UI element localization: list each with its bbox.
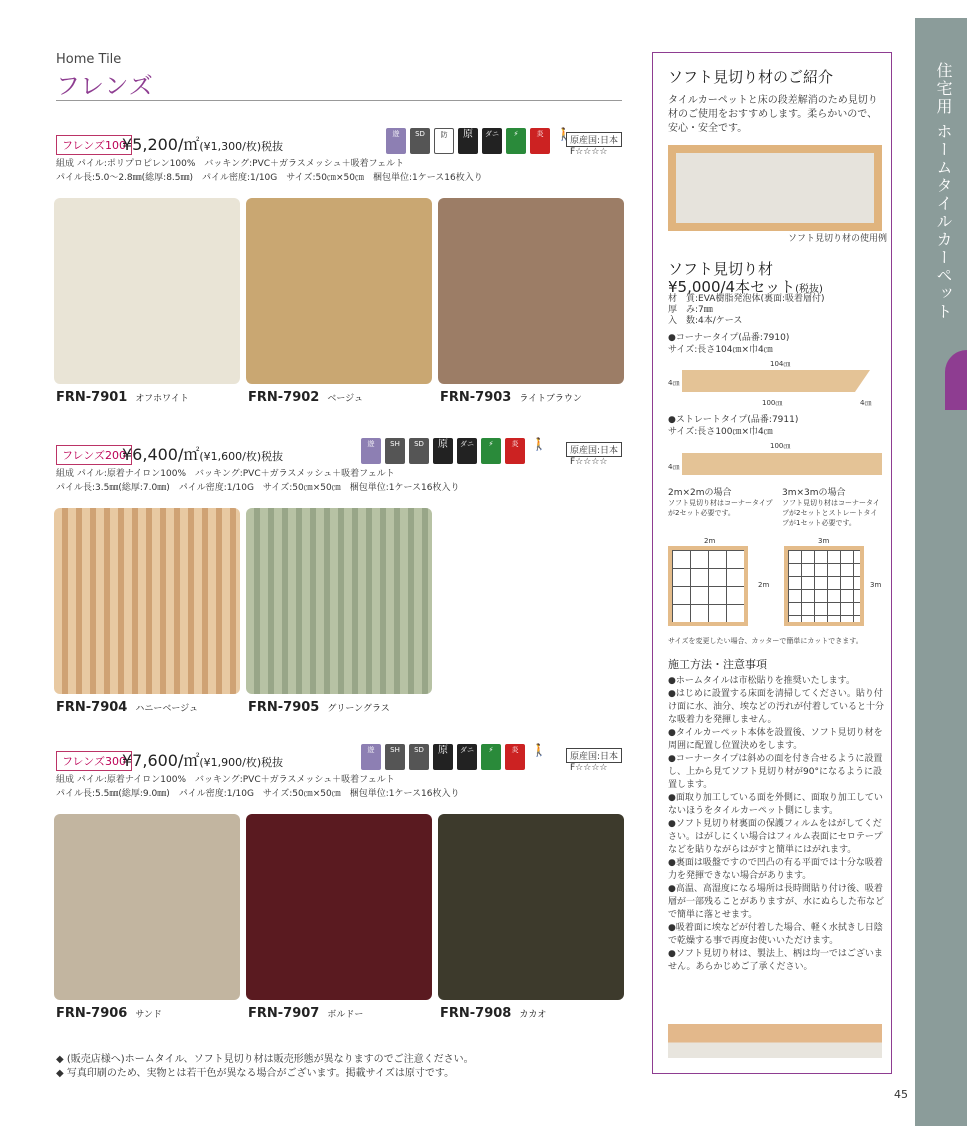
- antistatic-icon: ⚡: [506, 128, 526, 154]
- formaldehyde-rating: F☆☆☆☆: [570, 457, 608, 467]
- series-spec-2: パイル長:3.5㎜(総厚:7.0㎜) パイル密度:1/10G サイズ:50㎝×50㎝ 梱包単位:1ケース16枚入り: [56, 483, 460, 493]
- grid-3m-top-label: 3m: [818, 537, 830, 545]
- cut-note: サイズを変更したい場合、カッターで簡単にカットできます。: [668, 637, 863, 645]
- flame-retardant-icon: 炎: [505, 744, 525, 770]
- grid-3m-diagram: [784, 546, 864, 626]
- straight-dim-width: 4㎝: [668, 463, 680, 471]
- series-spec-2: パイル長:5.0～2.8㎜(総厚:8.5㎜) パイル密度:1/10G サイズ:50㎝×50㎝ 梱包単位:1ケース16枚入り: [56, 173, 483, 183]
- product-code-7904: FRN-7904 ハニーベージュ: [56, 700, 198, 715]
- note-item: ●ホームタイルは市松貼りを推奨いたします。: [668, 676, 855, 686]
- note-item: ●面取り加工している面を外側に、面取り加工していないほうをタイルカーペット側にします。: [668, 793, 883, 816]
- play-icon: 遊: [361, 744, 381, 770]
- stain-icon: 防: [434, 128, 454, 154]
- corner-dim-width: 4㎝: [668, 379, 680, 387]
- swatch-frn-7901: [54, 198, 240, 384]
- note-item: ●裏面は吸盤ですので凹凸の有る平面では十分な吸着力を発揮できない場合があります。: [668, 858, 883, 881]
- panel-intro-text: タイルカーペットと床の段差解消のため見切り材のご使用をおすすめします。柔らかいので、安心・安全です。: [668, 95, 878, 134]
- grid-3m-side-label: 3m: [870, 581, 882, 589]
- corner-dim-inner: 100㎝: [762, 399, 783, 407]
- series-badge: フレンズ200: [56, 445, 132, 465]
- play-icon: 遊: [361, 438, 381, 464]
- series-friends-300: [56, 743, 631, 800]
- note-item: ●はじめに設置する床面を清掃してください。貼り付け面に水、油分、埃などの汚れが付着していると十分な吸着力を発揮しません。: [668, 689, 885, 725]
- panel-intro-title: ソフト見切り材のご紹介: [668, 68, 834, 86]
- corner-dim-end: 4㎝: [860, 399, 872, 407]
- note-item: ●ソフト見切り材は、製法上、柄は均一ではございません。あらかじめご了承ください。: [668, 949, 883, 972]
- note-item: ●ソフト見切り材裏面の保護フィルムをはがしてください。はがしにくい場合はフィルム表面にセロテープなどを貼りながらはがすと簡単にはがれます。: [668, 819, 883, 855]
- series-spec-1: 組成 パイル:原着ナイロン100% バッキング:PVC＋ガラスメッシュ＋吸着フェルト: [56, 775, 395, 785]
- swatch-frn-7904: [54, 508, 240, 694]
- corner-trim-shape: [682, 370, 870, 392]
- cert-icons: [386, 128, 574, 154]
- sd-icon: SD: [409, 744, 429, 770]
- product-name: ソフト見切り材: [668, 260, 774, 278]
- sd-icon: SD: [410, 128, 430, 154]
- origin-label: 原産国:日本: [566, 442, 622, 457]
- cert-icons: [361, 438, 549, 464]
- formaldehyde-rating: F☆☆☆☆: [570, 763, 608, 773]
- case-2m-title: 2m×2mの場合: [668, 488, 732, 498]
- cert-icons: [361, 744, 549, 770]
- anti-mite-icon: ダニ: [482, 128, 502, 154]
- origin-label: 原産国:日本: [566, 748, 622, 763]
- note-item: ●コーナータイプは斜めの面を付き合せるように設置し、上から見てソフト見切り材が90°になるように設置します。: [668, 754, 883, 790]
- straight-type: ●ストレートタイプ(品番:7911) サイズ:長さ100㎝×巾4㎝: [668, 415, 799, 437]
- walking-icon: 🚶: [529, 744, 549, 770]
- title-divider: [56, 100, 622, 101]
- product-code-7907: FRN-7907 ボルドー: [248, 1006, 364, 1021]
- dyed-icon: 原: [458, 128, 478, 154]
- anti-mite-icon: ダニ: [457, 438, 477, 464]
- product-specs: 材 質:EVA樹脂発泡体(裏面:吸着層付) 厚 み:7㎜ 入 数:4本/ケース: [668, 294, 825, 326]
- page-number: 45: [894, 1088, 908, 1101]
- swatch-frn-7908: [438, 814, 624, 1000]
- usage-example-photo: [668, 145, 882, 231]
- series-friends-200: [56, 437, 631, 494]
- series-badge: フレンズ300: [56, 751, 132, 771]
- page-title: フレンズ: [56, 72, 154, 100]
- series-price: ¥7,600/㎡(¥1,900/枚)税抜: [122, 751, 284, 770]
- corner-type: ●コーナータイプ(品番:7910) サイズ:長さ104㎝×巾4㎝: [668, 333, 790, 355]
- product-code-7903: FRN-7903 ライトブラウン: [440, 390, 582, 405]
- swatch-frn-7905: [246, 508, 432, 694]
- sd-icon: SD: [409, 438, 429, 464]
- product-price: ¥5,000/4本セット(税抜): [668, 278, 823, 296]
- home-tile-label: Home Tile: [56, 52, 122, 67]
- notes-list: [668, 675, 884, 974]
- product-code-7906: FRN-7906 サンド: [56, 1006, 162, 1021]
- anti-mite-icon: ダニ: [457, 744, 477, 770]
- walking-icon: 🚶: [554, 128, 574, 154]
- formaldehyde-rating: F☆☆☆☆: [570, 147, 608, 157]
- straight-trim-shape: [682, 453, 882, 475]
- play-icon: 遊: [386, 128, 406, 154]
- corner-dim-length: 104㎝: [770, 360, 791, 368]
- product-code-7901: FRN-7901 オフホワイト: [56, 390, 189, 405]
- series-badge: フレンズ100: [56, 135, 132, 155]
- footer-note-1: ◆ (販売店様へ)ホームタイル、ソフト見切り材は販売形態が異なりますのでご注意ください。: [56, 1054, 474, 1065]
- sidebar-accent: [945, 350, 967, 410]
- note-item: ●吸着面に埃などが付着した場合、軽く水拭きし日陰で乾燥する事で再度お使いいただけます。: [668, 923, 883, 946]
- swatch-frn-7902: [246, 198, 432, 384]
- grid-2m-side-label: 2m: [758, 581, 770, 589]
- sh-icon: SH: [385, 744, 405, 770]
- sh-icon: SH: [385, 438, 405, 464]
- series-friends-100: [56, 127, 631, 184]
- dyed-icon: 原: [433, 438, 453, 464]
- series-price: ¥6,400/㎡(¥1,600/枚)税抜: [122, 445, 284, 464]
- product-code-7902: FRN-7902 ベージュ: [248, 390, 363, 405]
- product-code-7908: FRN-7908 カカオ: [440, 1006, 547, 1021]
- photo-caption: ソフト見切り材の使用例: [788, 234, 888, 244]
- straight-dim-length: 100㎝: [770, 442, 791, 450]
- note-item: ●タイルカーペット本体を設置後、ソフト見切り材を周囲に配置し位置決めをします。: [668, 728, 883, 751]
- dyed-icon: 原: [433, 744, 453, 770]
- series-spec-2: パイル長:5.5㎜(総厚:9.0㎜) パイル密度:1/10G サイズ:50㎝×50㎝ 梱包単位:1ケース16枚入り: [56, 789, 460, 799]
- series-spec-1: 組成 パイル:原着ナイロン100% バッキング:PVC＋ガラスメッシュ＋吸着フェルト: [56, 469, 395, 479]
- trim-bottom-photo: [668, 1024, 882, 1058]
- grid-2m-diagram: [668, 546, 748, 626]
- swatch-frn-7907: [246, 814, 432, 1000]
- swatch-frn-7906: [54, 814, 240, 1000]
- antistatic-icon: ⚡: [481, 438, 501, 464]
- product-code-7905: FRN-7905 グリーングラス: [248, 700, 390, 715]
- series-spec-1: 組成 パイル:ポリプロピレン100% バッキング:PVC＋ガラスメッシュ＋吸着フェルト: [56, 159, 405, 169]
- grid-2m-top-label: 2m: [704, 537, 716, 545]
- case-3m-title: 3m×3mの場合: [782, 488, 846, 498]
- category-label: 住宅用 ホームタイルカーペット: [934, 62, 953, 322]
- walking-icon: 🚶: [529, 438, 549, 464]
- notes-title: 施工方法・注意事項: [668, 658, 767, 671]
- flame-retardant-icon: 炎: [505, 438, 525, 464]
- antistatic-icon: ⚡: [481, 744, 501, 770]
- footer-note-2: ◆ 写真印刷のため、実物とは若干色が異なる場合がございます。掲載サイズは原寸です。: [56, 1068, 455, 1079]
- note-item: ●高温、高湿度になる場所は長時間貼り付け後、吸着層が一部残ることがありますが、水にぬらした布などで簡単に落とせます。: [668, 884, 885, 920]
- origin-label: 原産国:日本: [566, 132, 622, 147]
- flame-retardant-icon: 炎: [530, 128, 550, 154]
- swatch-frn-7903: [438, 198, 624, 384]
- case-2m-text: ソフト見切り材はコーナータイプが2セット必要です。: [668, 499, 773, 517]
- series-price: ¥5,200/㎡(¥1,300/枚)税抜: [122, 135, 284, 154]
- case-3m-text: ソフト見切り材はコーナータイプが2セットとストレートタイプが1セット必要です。: [782, 499, 880, 527]
